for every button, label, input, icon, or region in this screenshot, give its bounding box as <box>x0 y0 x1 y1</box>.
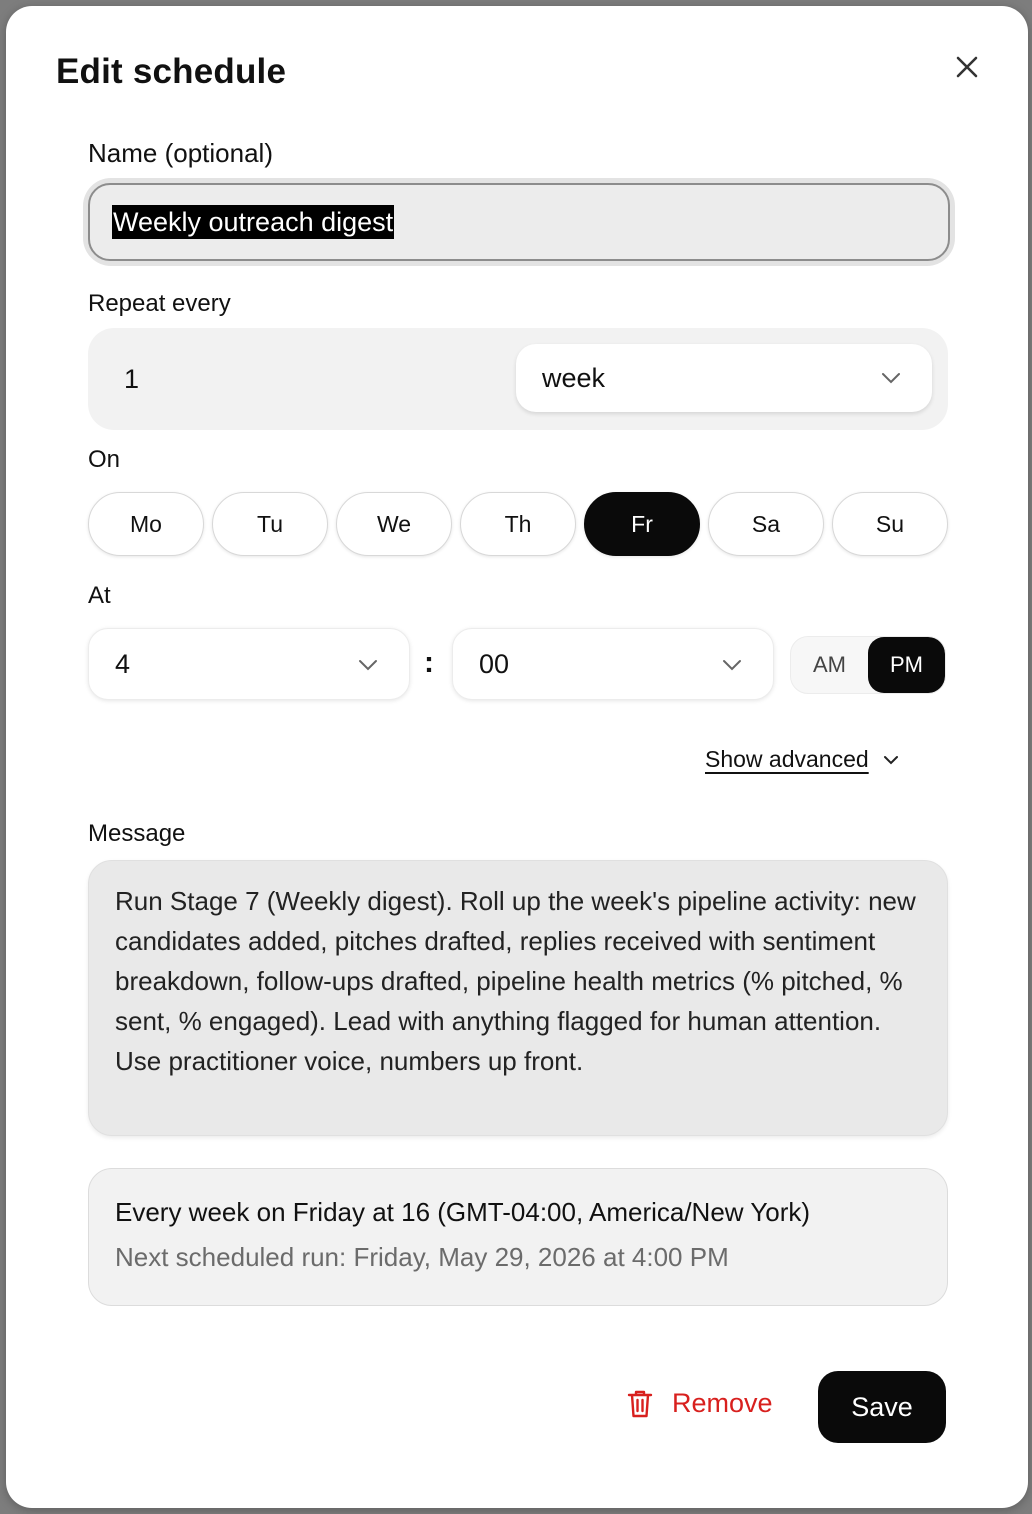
day-mo-toggle[interactable]: Mo <box>88 492 204 556</box>
days-label: On <box>88 446 121 473</box>
time-label: At <box>88 582 111 609</box>
name-label: Name (optional) <box>88 138 273 168</box>
chevron-down-icon <box>880 367 902 389</box>
repeat-count-input[interactable]: 1 <box>124 364 140 394</box>
day-tu-toggle[interactable]: Tu <box>212 492 328 556</box>
repeat-every-control <box>88 328 948 430</box>
day-we-toggle[interactable]: We <box>336 492 452 556</box>
next-run-text: Next scheduled run: Friday, May 29, 2026 at 4:00 PM <box>115 1242 729 1272</box>
dialog-title: Edit schedule <box>56 52 287 91</box>
show-advanced-label: Show advanced <box>705 746 869 772</box>
trash-icon <box>626 1389 654 1419</box>
am-pm-toggle <box>790 636 946 694</box>
message-label: Message <box>88 820 186 847</box>
chevron-down-icon <box>883 752 899 768</box>
name-input[interactable] <box>88 183 950 261</box>
name-input-focus-ring <box>83 178 955 266</box>
name-input-value: Weekly outreach digest <box>113 207 394 237</box>
edit-schedule-dialog <box>6 6 1028 1508</box>
hour-value: 4 <box>115 648 131 679</box>
am-option[interactable]: AM <box>813 652 846 677</box>
day-th-toggle[interactable]: Th <box>460 492 576 556</box>
schedule-summary-text: Every week on Friday at 16 (GMT-04:00, America/New York) <box>115 1197 811 1227</box>
chevron-down-icon <box>357 654 379 676</box>
repeat-unit-select[interactable] <box>516 344 932 412</box>
schedule-summary <box>88 1168 948 1306</box>
day-su-toggle[interactable]: Su <box>832 492 948 556</box>
show-advanced-link[interactable] <box>705 746 899 773</box>
hour-select[interactable] <box>88 628 410 700</box>
save-button[interactable]: Save <box>818 1371 946 1443</box>
close-icon[interactable] <box>952 52 982 82</box>
minute-select[interactable] <box>452 628 774 700</box>
pm-option[interactable]: PM <box>868 637 945 693</box>
time-separator: : <box>424 646 434 679</box>
day-selector <box>88 492 948 556</box>
remove-label: Remove <box>672 1388 773 1418</box>
repeat-label: Repeat every <box>88 290 231 317</box>
day-sa-toggle[interactable]: Sa <box>708 492 824 556</box>
repeat-unit-value: week <box>542 362 606 393</box>
message-textarea[interactable]: Run Stage 7 (Weekly digest). Roll up the week's pipeline activity: new candidates added, pitches drafted, replies received with sentiment breakdown, follow-ups drafted, pipeline health metrics (% pitched, % sent, % engaged). Lead with anything flagged for human attention. Use practitioner voice, numbers up front. <box>88 860 948 1136</box>
remove-button[interactable] <box>626 1388 773 1419</box>
minute-value: 00 <box>479 648 510 679</box>
chevron-down-icon <box>721 654 743 676</box>
day-fr-toggle[interactable]: Fr <box>584 492 700 556</box>
